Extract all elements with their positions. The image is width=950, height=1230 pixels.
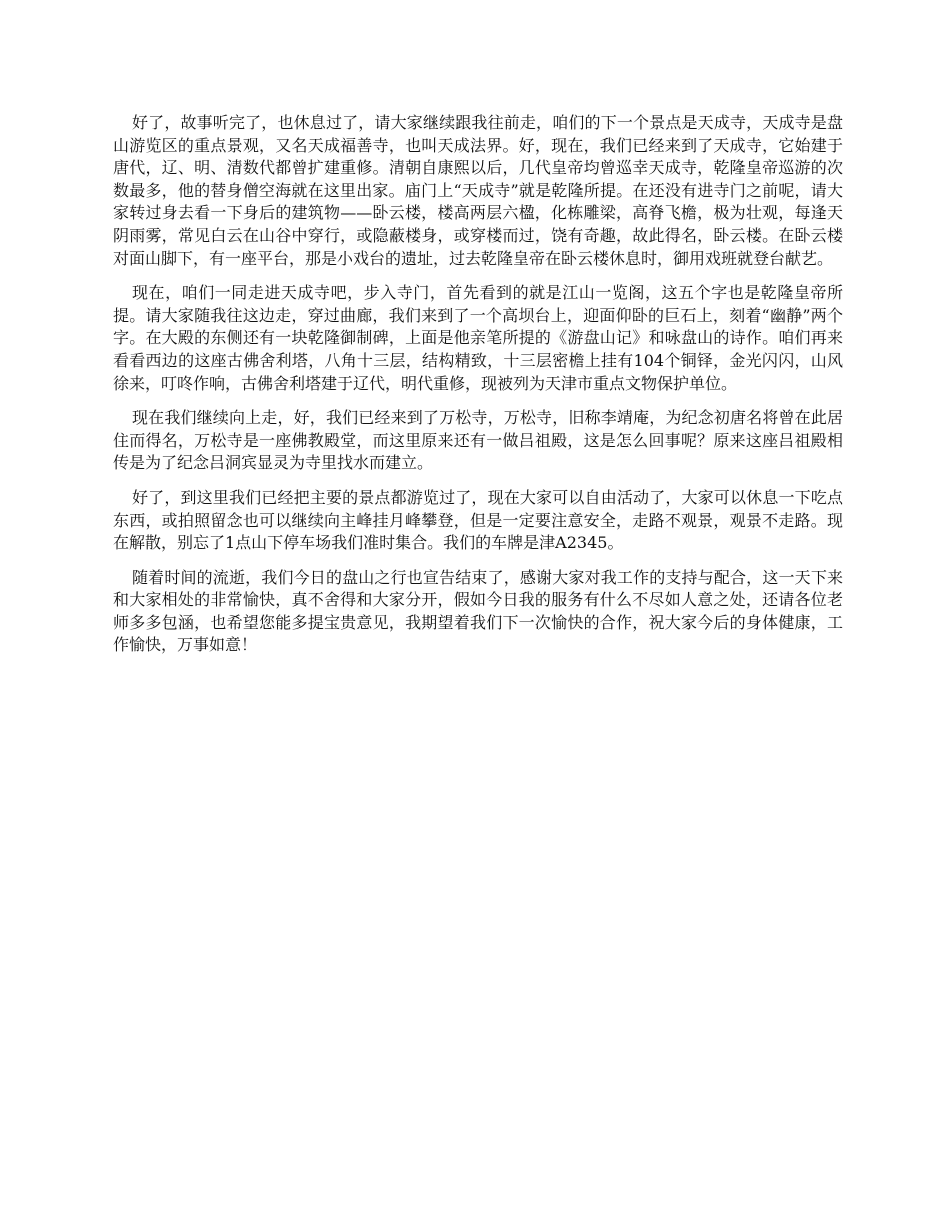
paragraph-free-activity: 好了，到这里我们已经把主要的景点都游览过了，现在大家可以自由活动了，大家可以休息一下吃点东西，或拍照留念也可以继续向主峰挂月峰攀登，但是一定要注意安全，走路不观景，观景不走路。现在解散，别忘了1点山下停车场我们准时集合。我们的车牌是津A2345。: [113, 487, 843, 553]
paragraph-tianchengsi: 好了，故事听完了，也休息过了，请大家继续跟我往前走，咱们的下一个景点是天成寺，天成寺是盘山游览区的重点景观，又名天成福善寺，也叫天成法界。好，现在，我们已经来到了天成寺，它始建于唐代，辽、明、清数代都曾扩建重修。清朝自康熙以后，几代皇帝均曾巡幸天成寺，乾隆皇帝巡游的次数最多，他的替身僧空海就在这里出家。庙门上“天成寺”就是乾隆所提。在还没有进寺门之前呢，请大家转过身去看一下身后的建筑物——卧云楼，楼高两层六楹，化栋雕梁，高脊飞檐，极为壮观，每逢天阴雨雾，常见白云在山谷中穿行，或隐蔽楼身，或穿楼而过，饶有奇趣，故此得名，卧云楼。在卧云楼对面山脚下，有一座平台，那是小戏台的遗址，过去乾隆皇帝在卧云楼休息时，御用戏班就登台献艺。: [113, 113, 843, 268]
paragraph-wansongsi: 现在我们继续向上走，好，我们已经来到了万松寺，万松寺，旧称李靖庵，为纪念初唐名将曾在此居住而得名，万松寺是一座佛教殿堂，而这里原来还有一做吕祖殿，这是怎么回事呢？原来这座吕祖殿相传是为了纪念吕洞宾显灵为寺里找水而建立。: [113, 408, 843, 473]
paragraph-temple-interior: 现在，咱们一同走进天成寺吧，步入寺门，首先看到的就是江山一览阁，这五个字也是乾隆皇帝所提。请大家随我往这边走，穿过曲廊，我们来到了一个高坝台上，迎面仰卧的巨石上，刻着“幽静”两个字。在大殿的东侧还有一块乾隆御制碑，上面是他亲笔所提的《游盘山记》和咏盘山的诗作。咱们再来看看西边的这座古佛舍利塔，八角十三层，结构精致，十三层密檐上挂有104个铜铎，金光闪闪，山风徐来，叮咚作响，古佛舍利塔建于辽代，明代重修，现被列为天津市重点文物保护单位。: [113, 283, 843, 393]
paragraph-farewell: 随着时间的流逝，我们今日的盘山之行也宣告结束了，感谢大家对我工作的支持与配合，这一天下来和大家相处的非常愉快，真不舍得和大家分开，假如今日我的服务有什么不尽如人意之处，还请各位老师多多包涵，也希望您能多提宝贵意见，我期望着我们下一次愉快的合作，祝大家今后的身体健康，工作愉快，万事如意！: [113, 567, 843, 655]
document-body: [113, 112, 843, 669]
